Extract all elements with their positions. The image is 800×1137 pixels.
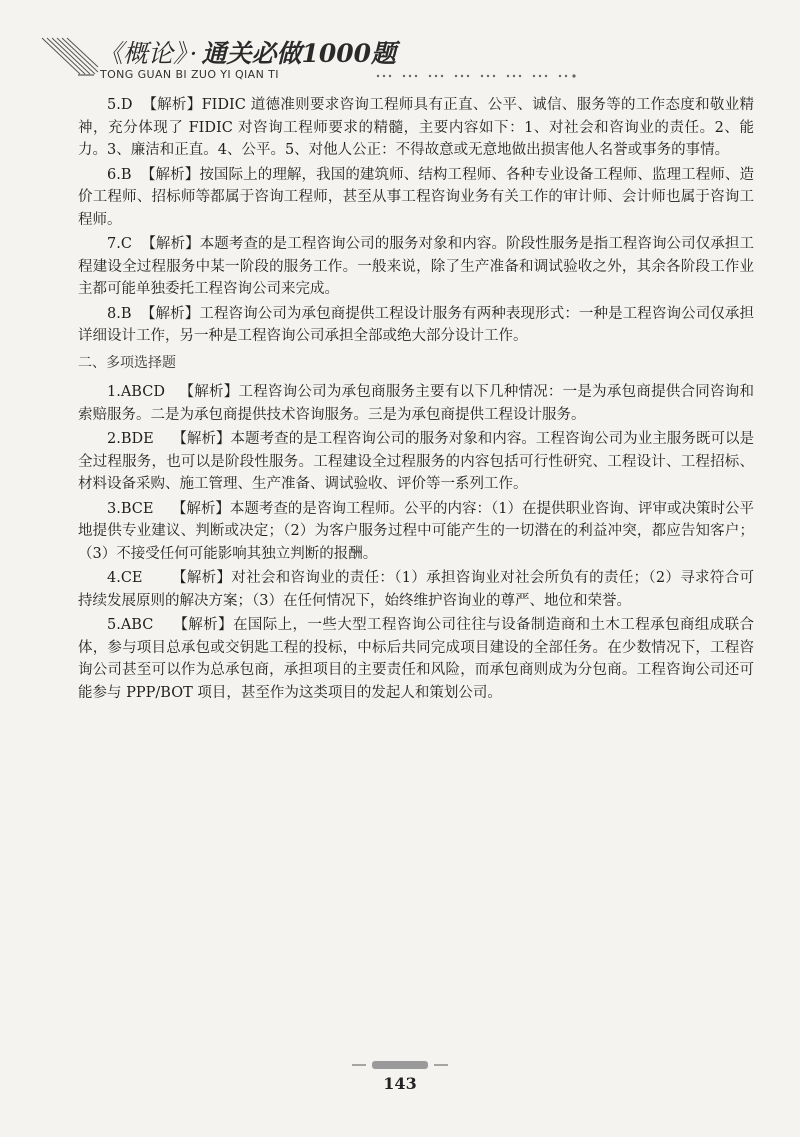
answer-key: 5.ABC <box>107 617 154 633</box>
page-content <box>78 94 754 706</box>
answer-paragraph <box>78 303 754 348</box>
answer-key: 1.ABCD <box>107 384 165 400</box>
series-title: 通关必做1000题 <box>201 39 397 68</box>
running-title <box>98 34 396 70</box>
answer-key: 8.B <box>107 305 132 322</box>
analysis-text: 本题考查的是咨询工程师。公平的内容：（1）在提供职业咨询、评审或决策时公平地提供专业建议、判断或决定；（2）为客户服务过程中可能产生的一切潜在的利益冲突，都应告知客户；（3）不接受任何可能影响其独立判断的报酬。 <box>78 500 754 562</box>
answer-key: 2.BDE <box>107 431 154 447</box>
page-header <box>0 0 800 92</box>
title-separator: · <box>189 39 198 68</box>
answer-paragraph <box>78 567 754 612</box>
page-footer <box>0 1048 800 1108</box>
analysis-text: 本题考查的是工程咨询公司的服务对象和内容。阶段性服务是指工程咨询公司仅承担工程建设全过程服务中某一阶段的服务工作。一般来说，除了生产准备和调试验收之外，其余各阶段工作业主都可能单独委托工程咨询公司来完成。 <box>78 236 755 297</box>
answer-key: 3.BCE <box>107 500 154 517</box>
answer-key: 7.C <box>107 236 132 252</box>
analysis-tag: 【解析】 <box>141 236 200 252</box>
pinyin-text: TONG GUAN BI ZUO YI QIAN TI <box>100 68 279 81</box>
analysis-tag: 【解析】 <box>171 500 230 517</box>
analysis-text: 按国际上的理解，我国的建筑师、结构工程师、各种专业设备工程师、监理工程师、造价工程师、招标师等都属于咨询工程师，甚至从事工程咨询业务有关工作的审计师、会计师也属于咨询工程师。 <box>78 166 755 228</box>
answer-key: 4.CE <box>107 570 143 586</box>
answer-paragraph <box>78 233 754 301</box>
analysis-tag: 【解析】 <box>172 570 232 586</box>
answer-paragraph <box>78 381 754 426</box>
answer-paragraph <box>78 164 754 232</box>
header-stripe-ornament <box>40 30 100 80</box>
running-title-pinyin <box>100 68 279 81</box>
analysis-tag: 【解析】 <box>179 384 239 400</box>
footer-ornament <box>352 1058 448 1072</box>
answer-key: 6.B <box>107 166 132 183</box>
analysis-tag: 【解析】 <box>172 431 231 447</box>
analysis-tag: 【解析】 <box>142 97 202 113</box>
analysis-tag: 【解析】 <box>140 305 200 322</box>
answer-paragraph <box>78 428 754 496</box>
analysis-tag: 【解析】 <box>173 617 233 633</box>
analysis-tag: 【解析】 <box>140 166 200 183</box>
answer-key: 5.D <box>107 97 133 113</box>
analysis-text: 对社会和咨询业的责任：（1）承担咨询业对社会所负有的责任；（2）寻求符合可持续发展原则的解决方案；（3）在任何情况下，始终维护咨询业的尊严、地位和荣誉。 <box>78 570 754 609</box>
section-heading: 二、多项选择题 <box>78 354 176 371</box>
book-title: 《概论》 <box>98 39 186 68</box>
analysis-text: 本题考查的是工程咨询公司的服务对象和内容。工程咨询公司为业主服务既可以是全过程服务，也可以是阶段性服务。工程建设全过程服务的内容包括可行性研究、工程设计、工程招标、材料设备采购、施工管理、生产准备、调试验收、评价等一系列工作。 <box>78 431 755 492</box>
page-number: 143 <box>383 1074 417 1093</box>
answer-paragraph <box>78 94 754 162</box>
analysis-text: 工程咨询公司为承包商提供工程设计服务有两种表现形式：一种是工程咨询公司仅承担详细设计工作，另一种是工程咨询公司承担全部或绝大部分设计工作。 <box>78 305 755 344</box>
answer-paragraph <box>78 498 754 566</box>
analysis-text: 工程咨询公司为承包商服务主要有以下几种情况：一是为承包商提供合同咨询和索赔服务。二是为承包商提供技术咨询服务。三是为承包商提供工程设计服务。 <box>78 384 755 423</box>
analysis-text: 在国际上，一些大型工程咨询公司往往与设备制造商和土木工程承包商组成联合体，参与项目总承包或交钥匙工程的投标，中标后共同完成项目建设的全部任务。在少数情况下，工程咨询公司甚至可以作为总承包商，承担项目的主要责任和风险，而承包商则成为分包商。工程咨询公司还可能参与 PPP/BOT 项目，甚至作为这类项目的发起人和策划公司。 <box>78 617 754 701</box>
answer-paragraph <box>78 614 754 704</box>
analysis-text: FIDIC 道德准则要求咨询工程师具有正直、公平、诚信、服务等的工作态度和敬业精神，充分体现了 FIDIC 对咨询工程师要求的精髓，主要内容如下：1、对社会和咨询业的责任。2、能力。3、廉洁和正直。4、公平。5、对他人公正：不得故意或无意地做出损害他人名誉或事务的事情。 <box>78 97 755 158</box>
